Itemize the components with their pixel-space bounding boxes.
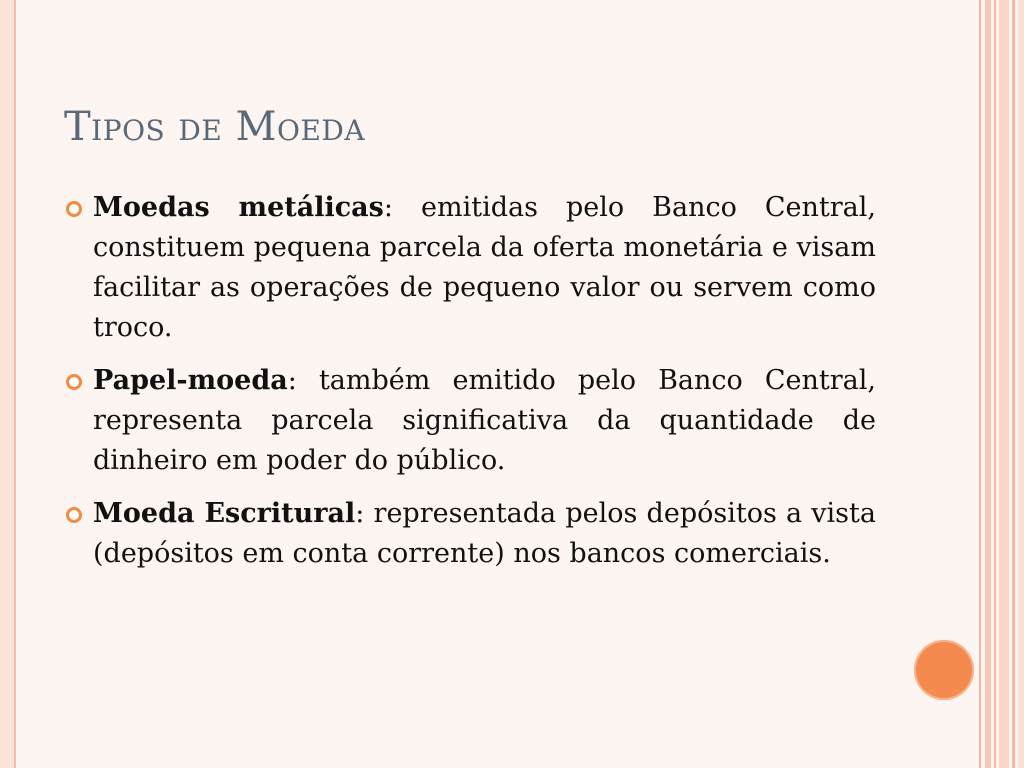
bullet-list: [64, 188, 876, 587]
bullet-item: [64, 361, 876, 481]
right-decorative-stripe: [985, 0, 991, 768]
right-decorative-stripe: [1012, 0, 1015, 768]
bullet-text: : representada pelos depósitos a vista (depósitos em conta corrente) nos bancos comerciais.: [93, 498, 876, 569]
right-decorative-stripe: [1018, 0, 1024, 768]
bullet-circle-icon: [66, 374, 82, 390]
right-decorative-stripe: [999, 0, 1009, 768]
bullet-text: : também emitido pelo Banco Central, representa parcela significativa da quantidade de dinheiro em poder do público.: [93, 365, 876, 476]
bullet-term: Moeda Escritural: [93, 498, 356, 529]
bullet-term: Moedas metálicas: [93, 192, 384, 223]
bullet-term: Papel-moeda: [93, 365, 288, 396]
bullet-circle-icon: [66, 201, 82, 217]
bullet-item: [64, 188, 876, 348]
bullet-text: : emitidas pelo Banco Central, constituem pequena parcela da oferta monetária e visam facilitar as operações de pequeno valor ou servem como troco.: [93, 192, 876, 343]
bullet-item: [64, 494, 876, 574]
bullet-circle-icon: [66, 507, 82, 523]
right-decorative-stripe: [994, 0, 996, 768]
decorative-orange-circle: [914, 640, 974, 700]
right-decorative-stripe: [979, 0, 981, 768]
left-decorative-border: [0, 0, 14, 768]
slide-title: Tipos de Moeda: [64, 104, 366, 150]
